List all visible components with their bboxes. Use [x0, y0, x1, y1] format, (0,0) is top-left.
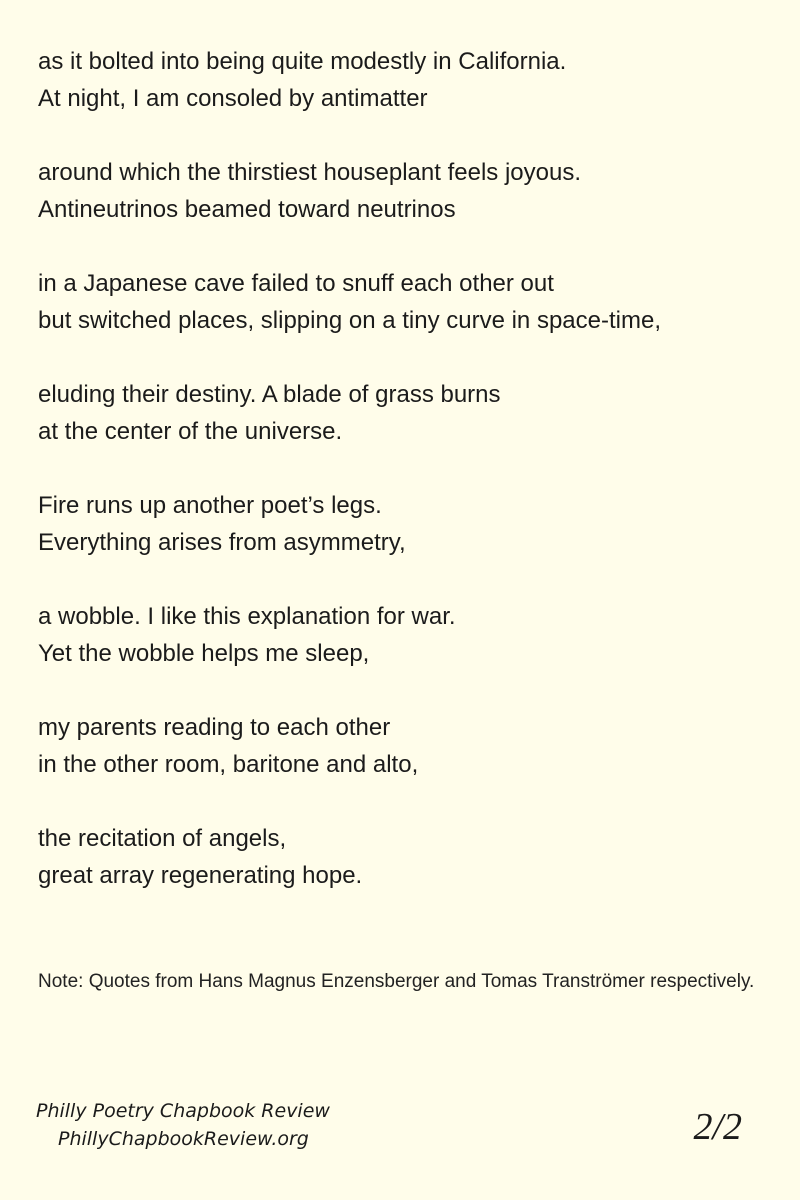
- poem-line: around which the thirstiest houseplant feels joyous.: [38, 159, 581, 186]
- poem-line: a wobble. I like this explanation for war.: [38, 603, 456, 630]
- poem-line: Fire runs up another poet’s legs.: [38, 492, 382, 519]
- poem-line: in the other room, baritone and alto,: [38, 751, 419, 778]
- poem-body: [38, 43, 778, 894]
- page-number: 2/2: [693, 1106, 742, 1148]
- poem-line: at the center of the universe.: [38, 418, 343, 445]
- poem-line: the recitation of angels,: [38, 825, 287, 852]
- poem-line: Antineutrinos beamed toward neutrinos: [38, 196, 456, 223]
- poem-line: as it bolted into being quite modestly in California.: [38, 48, 567, 75]
- stanza: [38, 487, 778, 561]
- stanza: [38, 43, 778, 117]
- stanza: [38, 154, 778, 228]
- poem-line: but switched places, slipping on a tiny curve in space-time,: [38, 307, 661, 334]
- stanza: [38, 376, 778, 450]
- poem-line: Yet the wobble helps me sleep,: [38, 640, 370, 667]
- footer-credit: [36, 1097, 330, 1153]
- poem-line: great array regenerating hope.: [38, 862, 363, 889]
- attribution-note: Note: Quotes from Hans Magnus Enzensberger and Tomas Tranströmer respectively.: [38, 971, 755, 992]
- stanza: [38, 265, 778, 339]
- poem-line: my parents reading to each other: [38, 714, 391, 741]
- poem-line: Everything arises from asymmetry,: [38, 529, 406, 556]
- stanza: [38, 598, 778, 672]
- website-url: PhillyChapbookReview.org: [58, 1128, 309, 1150]
- poem-line: At night, I am consoled by antimatter: [38, 85, 428, 112]
- stanza: [38, 820, 778, 894]
- stanza: [38, 709, 778, 783]
- poem-line: eluding their destiny. A blade of grass burns: [38, 381, 501, 408]
- poem-line: in a Japanese cave failed to snuff each other out: [38, 270, 554, 297]
- publication-name: Philly Poetry Chapbook Review: [36, 1100, 330, 1122]
